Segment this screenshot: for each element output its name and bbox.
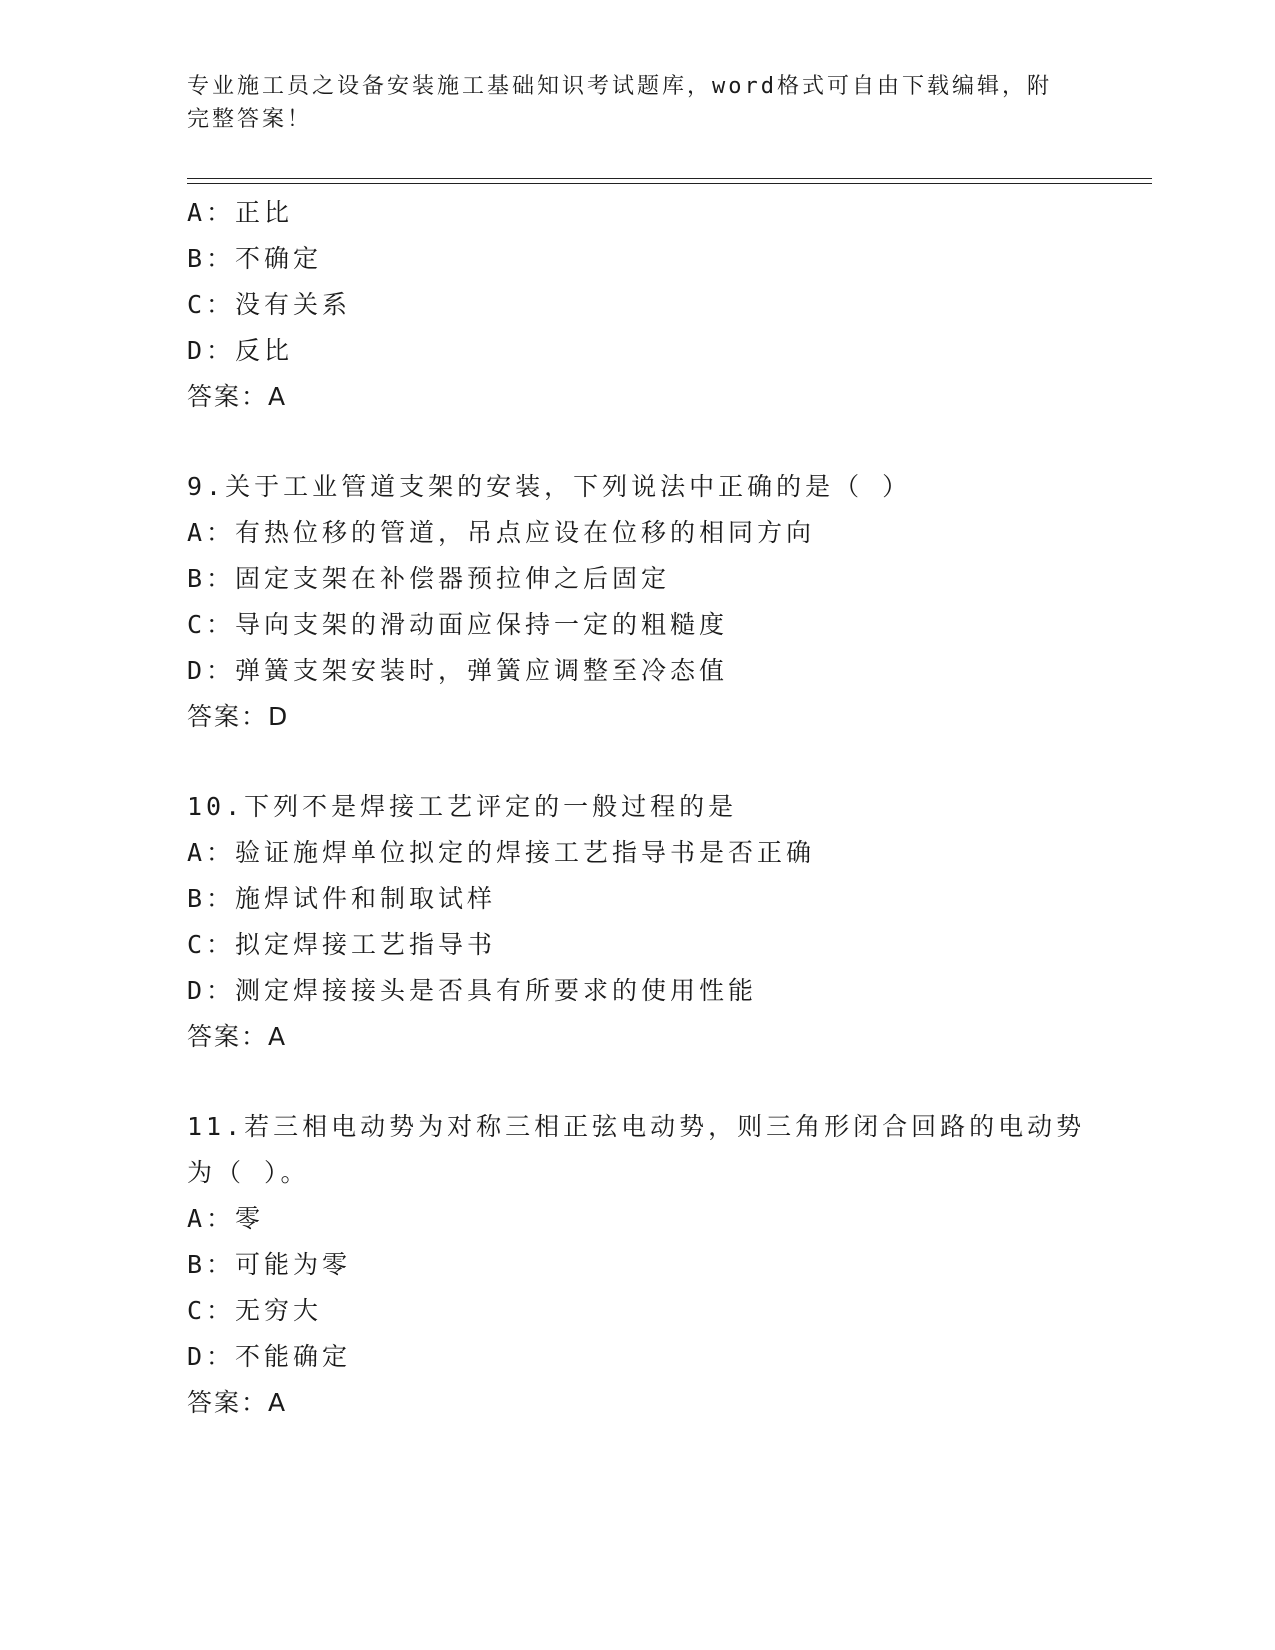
header-divider-bottom [187,183,1152,184]
spacer [187,740,1147,784]
answer-line [187,694,1147,740]
option-d: D：测定焊接接头是否具有所要求的使用性能 [187,976,758,1005]
answer-line [187,374,1147,420]
question-text: 10.下列不是焊接工艺评定的一般过程的是 [187,792,738,821]
option-c: C：拟定焊接工艺指导书 [187,930,497,959]
spacer [187,1060,1147,1104]
answer-label: 答案： [187,702,269,731]
question-text-content: 11.若三相电动势为对称三相正弦电动势，则三角形闭合回路的电动势为（ ）。 [187,1112,1086,1187]
header-divider-top [187,178,1152,179]
answer-value: A [268,1388,288,1417]
question-block-10 [187,784,1147,1060]
question-text [187,1104,1147,1196]
question-text: 9.关于工业管道支架的安装，下列说法中正确的是（ ） [187,472,912,501]
option-d: D：弹簧支架安装时，弹簧应调整至冷态值 [187,656,729,685]
option-b: B：不确定 [187,244,323,273]
question-content [187,190,1147,1426]
option-d: D：不能确定 [187,1342,352,1371]
option-d: D：反比 [187,336,294,365]
option-a: A：零 [187,1204,265,1233]
question-block-9 [187,464,1147,740]
option-b: B：可能为零 [187,1250,352,1279]
answer-label: 答案： [187,1022,269,1051]
answer-label: 答案： [187,1388,269,1417]
option-b: B：固定支架在补偿器预拉伸之后固定 [187,564,671,593]
option-c: C：没有关系 [187,290,352,319]
answer-line [187,1014,1147,1060]
answer-value: A [268,1022,288,1051]
option-c: C：无穷大 [187,1296,323,1325]
answer-value: A [268,382,288,411]
option-a: A：正比 [187,198,294,227]
question-block-11 [187,1104,1147,1426]
answer-value: D [268,702,290,731]
option-b: B：施焊试件和制取试样 [187,884,497,913]
option-a: A：验证施焊单位拟定的焊接工艺指导书是否正确 [187,838,816,867]
question-block-continued [187,190,1147,420]
option-a: A：有热位移的管道，吊点应设在位移的相同方向 [187,518,816,547]
document-header: 专业施工员之设备安装施工基础知识考试题库，word格式可自由下载编辑，附完整答案！ [187,74,1052,132]
option-c: C：导向支架的滑动面应保持一定的粗糙度 [187,610,729,639]
spacer [187,420,1147,464]
answer-label: 答案： [187,382,269,411]
answer-line [187,1380,1147,1426]
